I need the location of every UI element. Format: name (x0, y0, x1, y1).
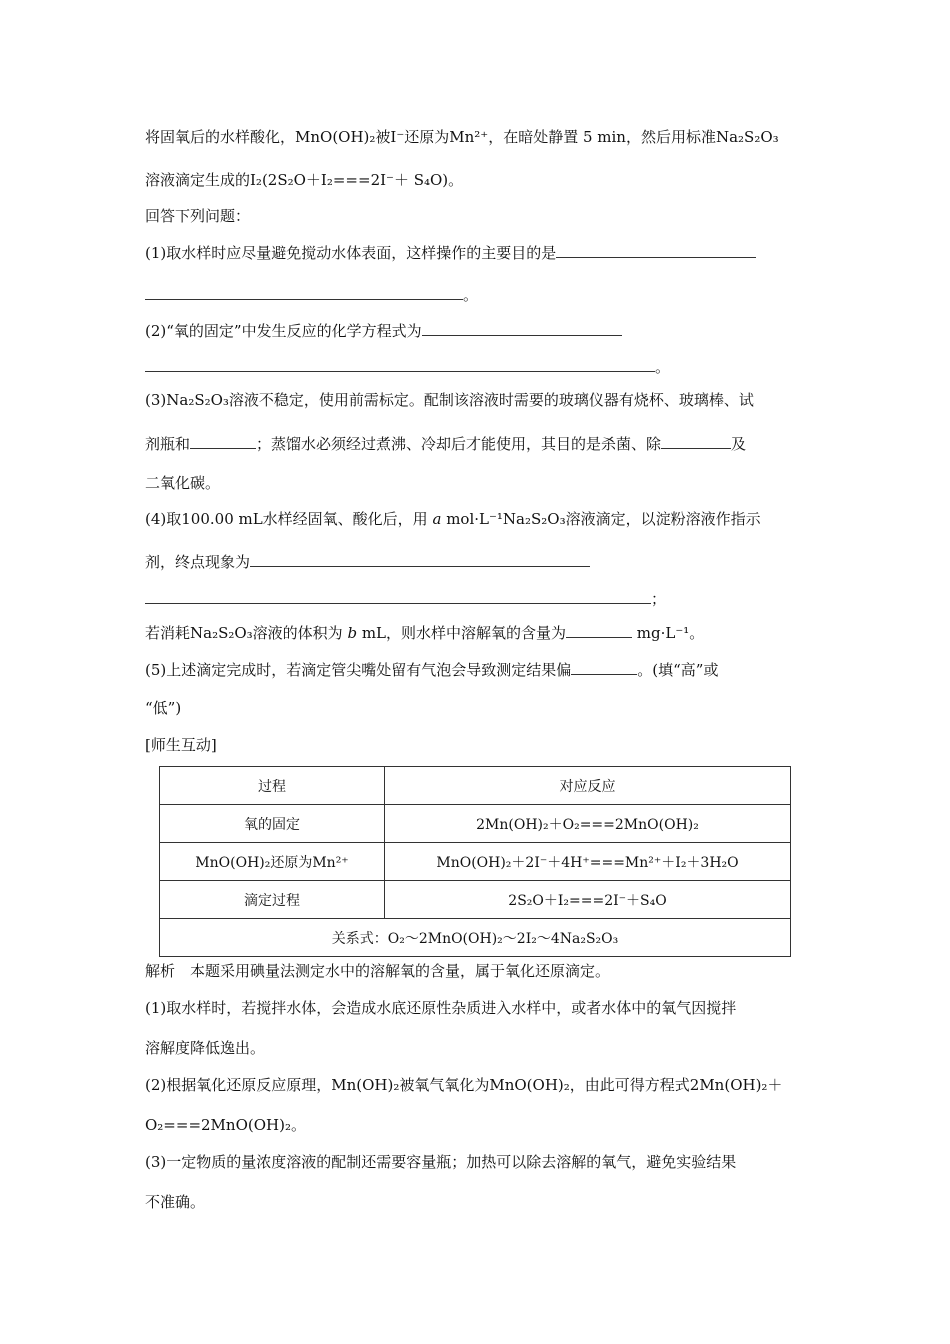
question-4-text-d: 若消耗Na₂S₂O₃溶液的体积为 (145, 624, 348, 642)
variable-a: a (432, 510, 442, 528)
table-relation-row (160, 919, 791, 957)
question-5-text-b: 。(填“高”或 (637, 661, 719, 679)
table-row (160, 843, 791, 881)
relation-cell: 关系式：O₂～2MnO(OH)₂～2I₂～4Na₂S₂O₃ (160, 919, 791, 957)
question-3-line-2 (145, 433, 746, 454)
answer-blank-2[interactable] (422, 320, 622, 336)
answer-blank-2b[interactable] (145, 356, 655, 372)
table-row (160, 881, 791, 919)
question-4-text-f: mg·L⁻¹。 (632, 624, 705, 642)
analysis-line-5: O₂===2MnO(OH)₂。 (145, 1116, 306, 1134)
answer-blank-4c[interactable] (566, 622, 632, 638)
table-cell: 2Mn(OH)₂＋O₂===2MnO(OH)₂ (385, 805, 791, 843)
question-4-line-1 (145, 509, 761, 529)
question-2-cont (145, 356, 670, 377)
answer-blank-3b[interactable] (661, 433, 731, 449)
question-5-line-2: “低”) (145, 699, 182, 717)
question-2-text: (2)“氧的固定”中发生反应的化学方程式为 (145, 322, 422, 340)
question-2-end: 。 (655, 358, 671, 376)
question-4-semicolon: ； (651, 590, 667, 608)
analysis-line-2: (1)取水样时，若搅拌水体，会造成水底还原性杂质进入水样中，或者水体中的氧气因搅拌 (145, 999, 737, 1017)
table-cell: MnO(OH)₂还原为Mn²⁺ (160, 843, 385, 881)
answer-blank-1[interactable] (556, 242, 756, 258)
question-4-text-b: mol·L⁻¹Na₂S₂O₃溶液滴定，以淀粉溶液作指示 (441, 510, 761, 528)
question-5-text-a: (5)上述滴定完成时，若滴定管尖嘴处留有气泡会导致测定结果偏 (145, 661, 572, 679)
answer-blank-1b[interactable] (145, 284, 463, 300)
interaction-title: [师生互动] (145, 736, 217, 754)
question-1-end: 。 (463, 286, 479, 304)
intro-line-1: 将固氧后的水样酸化，MnO(OH)₂被I⁻还原为Mn²⁺，在暗处静置 5 min，然后用标准Na₂S₂O₃ (145, 128, 779, 146)
analysis-line-7: 不准确。 (145, 1193, 206, 1211)
question-3-text-a: 剂瓶和 (145, 435, 191, 453)
answer-blank-4a[interactable] (250, 551, 590, 567)
intro-line-3: 回答下列问题： (145, 207, 251, 225)
question-2 (145, 320, 622, 341)
question-3-line-1: (3)Na₂S₂O₃溶液不稳定，使用前需标定。配制该溶液时需要的玻璃仪器有烧杯、玻璃棒、试 (145, 391, 754, 409)
variable-b: b (347, 624, 358, 642)
table-header-process: 过程 (160, 767, 385, 805)
answer-blank-4b[interactable] (145, 588, 651, 604)
analysis-line-3: 溶解度降低逸出。 (145, 1039, 266, 1057)
table-cell: 滴定过程 (160, 881, 385, 919)
question-4-text-e: mL，则水样中溶解氧的含量为 (357, 624, 567, 642)
analysis-line-6: (3)一定物质的量浓度溶液的配制还需要容量瓶；加热可以除去溶解的氧气，避免实验结果 (145, 1153, 737, 1171)
table-header-reaction: 对应反应 (385, 767, 791, 805)
question-3-text-c: 及 (731, 435, 747, 453)
table-header-row (160, 767, 791, 805)
question-4-text-c: 剂，终点现象为 (145, 553, 251, 571)
question-4-line-4 (145, 622, 704, 643)
question-3-line-3: 二氧化碳。 (145, 474, 221, 492)
answer-blank-5[interactable] (571, 659, 637, 675)
table-cell: 氧的固定 (160, 805, 385, 843)
table-row (160, 805, 791, 843)
question-4-text-a: (4)取100.00 mL水样经固氧、酸化后，用 (145, 510, 433, 528)
analysis-line-1: 解析 本题采用碘量法测定水中的溶解氧的含量，属于氧化还原滴定。 (145, 962, 611, 980)
question-3-text-b: ；蒸馏水必须经过煮沸、冷却后才能使用，其目的是杀菌、除 (256, 435, 662, 453)
question-1-cont (145, 284, 478, 305)
answer-blank-3a[interactable] (190, 433, 256, 449)
question-1-text: (1)取水样时应尽量避免搅动水体表面，这样操作的主要目的是 (145, 244, 557, 262)
reaction-table (159, 766, 791, 957)
question-1 (145, 242, 756, 263)
table-cell: MnO(OH)₂＋2I⁻＋4H⁺===Mn²⁺＋I₂＋3H₂O (385, 843, 791, 881)
analysis-line-4: (2)根据氧化还原反应原理，Mn(OH)₂被氧气氧化为MnO(OH)₂，由此可得方程式2Mn(OH)₂＋ (145, 1076, 783, 1094)
question-4-line-2 (145, 551, 590, 572)
intro-line-2: 溶液滴定生成的I₂(2S₂O＋I₂===2I⁻＋ S₄O)。 (145, 171, 464, 189)
question-5-line-1 (145, 659, 718, 680)
question-4-line-3 (145, 588, 666, 609)
table-cell: 2S₂O＋I₂===2I⁻＋S₄O (385, 881, 791, 919)
